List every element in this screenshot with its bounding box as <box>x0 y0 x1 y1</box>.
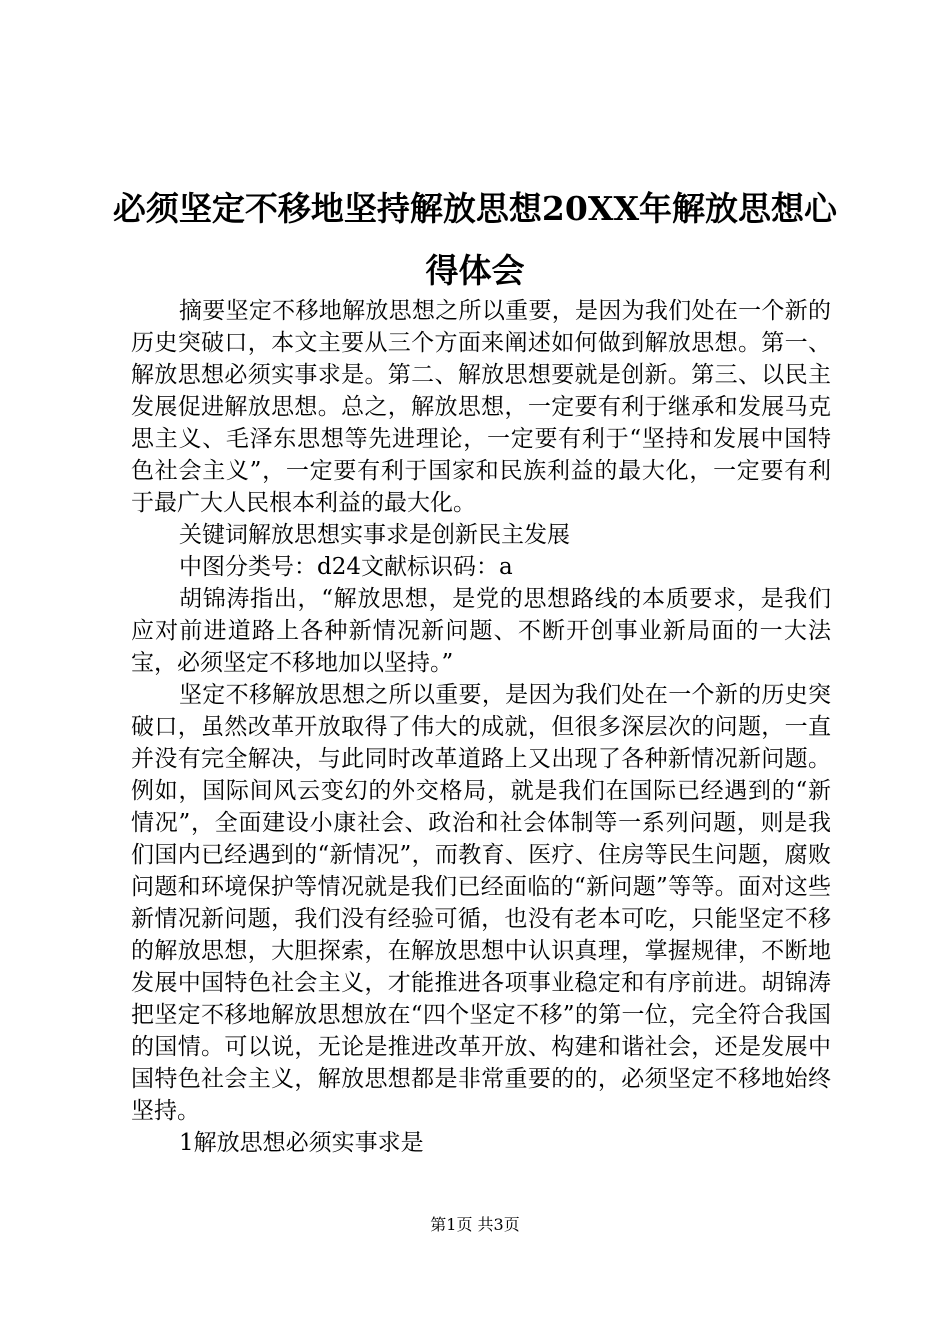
page-footer: 第1页 共3页 <box>430 1215 520 1234</box>
body-paragraph: 坚定不移解放思想之所以重要，是因为我们处在一个新的历史突破口，虽然改革开放取得了伟大的成就，但很多深层次的问题，一直并没有完全解决，与此同时改革道路上又出现了各种新情况新问题。例如，国际间风云变幻的外交格局，就是我们在国际已经遇到的“新情况”，全面建设小康社会、政治和社会体制等一系列问题，则是我们国内已经遇到的“新情况”，而教育、医疗、住房等民生问题，腐败问题和环境保护等情况就是我们已经面临的“新问题”等等。面对这些新情况新问题，我们没有经验可循，也没有老本可吃，只能坚定不移的解放思想，大胆探索，在解放思想中认识真理，掌握规律，不断地发展中国特色社会主义，才能推进各项事业稳定和有序前进。胡锦涛把坚定不移地解放思想放在“四个坚定不移”的第一位，完全符合我国的国情。可以说，无论是推进改革开放、构建和谐社会，还是发展中国特色社会主义，解放思想都是非常重要的的，必须坚定不移地始终坚持。 <box>131 682 831 1124</box>
document-title: 必须坚定不移地坚持解放思想20XX年解放思想心得体会 <box>112 189 838 290</box>
section-heading: 1解放思想必须实事求是 <box>179 1130 424 1156</box>
quote-paragraph: 胡锦涛指出，“解放思想，是党的思想路线的本质要求，是我们应对前进道路上各种新情况新问题、不断开创事业新局面的一大法宝，必须坚定不移地加以坚持。” <box>131 586 831 676</box>
keywords-paragraph: 关键词解放思想实事求是创新民主发展 <box>179 522 570 548</box>
abstract-paragraph: 摘要坚定不移地解放思想之所以重要，是因为我们处在一个新的历史突破口，本文主要从三个方面来阐述如何做到解放思想。第一、解放思想必须实事求是。第二、解放思想要就是创新。第三、以民主发展促进解放思想。总之，解放思想，一定要有利于继承和发展马克思主义、毛泽东思想等先进理论，一定要有利于“坚持和发展中国特色社会主义”，一定要有利于国家和民族利益的最大化，一定要有利于最广大人民根本利益的最大化。 <box>131 298 831 516</box>
classification-paragraph: 中图分类号：d24文献标识码：a <box>179 554 513 580</box>
document-body <box>131 295 831 1159</box>
